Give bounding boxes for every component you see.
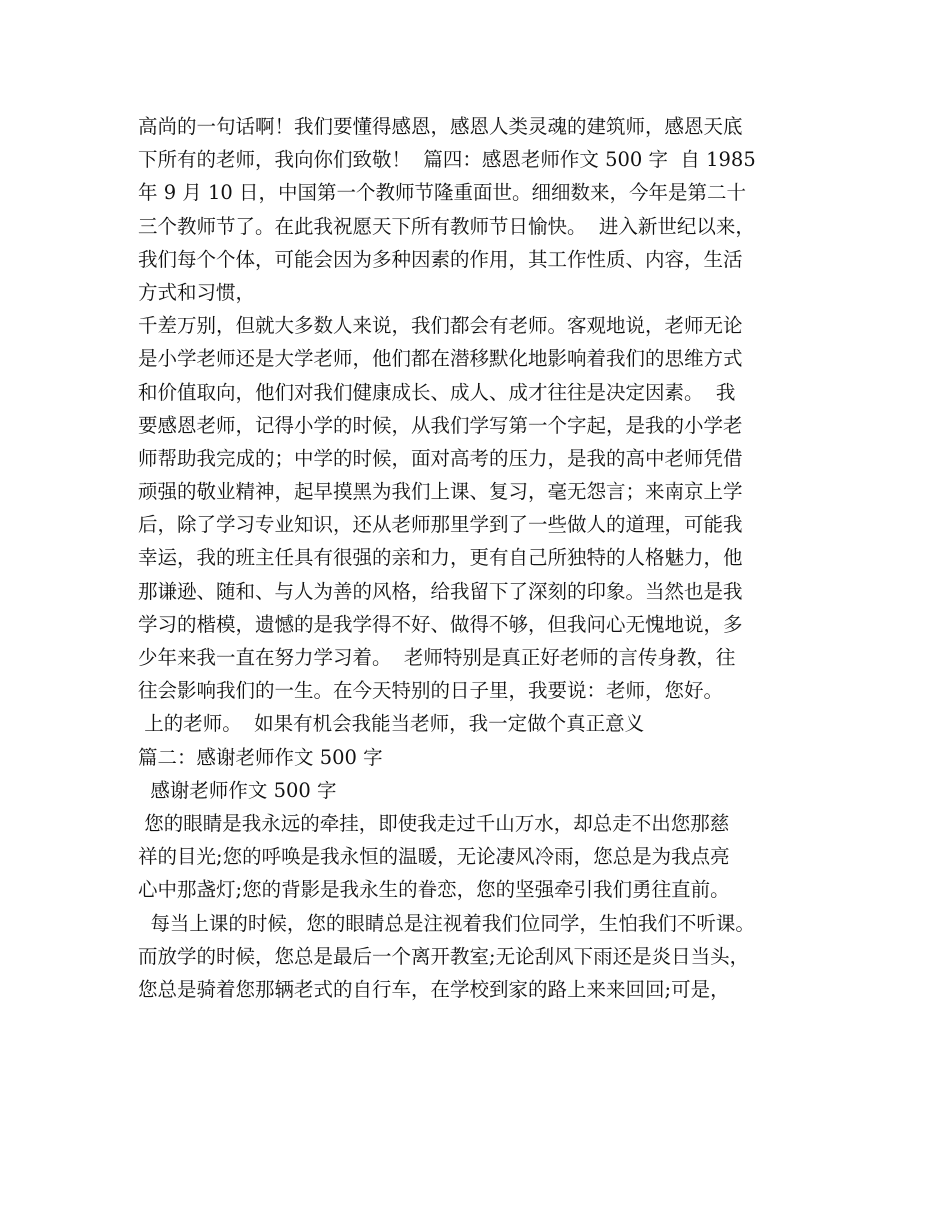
text-line: 要感恩老师，记得小学的时候，从我们学写第一个字起，是我的小学老 [138,413,743,437]
section-heading: 篇二：感谢老师作文 500 字 [138,745,383,769]
text-line: 学习的楷模，遗憾的是我学得不好、做得不够，但我问心无愧地说，多 [138,612,743,636]
text-line: 我们每个个体，可能会因为多种因素的作用，其工作性质、内容，生活 [138,247,743,271]
text-line: 和价值取向，他们对我们健康成长、成人、成才往往是决定因素。 我 [138,380,736,404]
text-line: 幸运，我的班主任具有很强的亲和力，更有自己所独特的人格魅力，他 [138,546,743,570]
text-line: 下所有的老师，我向你们致敬！ 篇四：感恩老师作文 500 字 自 1985 [138,148,756,172]
text-line: 您总是骑着您那辆老式的自行车，在学校到家的路上来来回回;可是， [138,977,730,1001]
text-line: 千差万别，但就大多数人来说，我们都会有老师。客观地说，老师无论 [138,314,743,338]
text-line: 三个教师节了。在此我祝愿天下所有教师节日愉快。 进入新世纪以来， [138,214,755,238]
text-line: 师帮助我完成的；中学的时候，面对高考的压力，是我的高中老师凭借 [138,446,743,470]
document-body [138,110,838,1006]
text-line: 年 9 月 10 日，中国第一个教师节隆重面世。细细数来，今年是第二十 [138,181,747,205]
text-line: 高尚的一句话啊！我们要懂得感恩，感恩人类灵魂的建筑师，感恩天底 [138,115,743,138]
text-line: 心中那盏灯;您的背影是我永生的眷恋，您的坚强牵引我们勇往直前。 [138,878,730,902]
text-line: 每当上课的时候，您的眼睛总是注视着我们位同学，生怕我们不听课。 [138,911,755,935]
text-line: 少年来我一直在努力学习着。 老师特别是真正好老师的言传身教，往 [138,646,736,669]
text-line: 您的眼睛是我永远的牵挂，即使我走过千山万水，却总走不出您那慈 [138,811,730,835]
text-line: 后，除了学习专业知识，还从老师那里学到了一些做人的道理，可能我 [138,513,743,537]
text-line: 方式和习惯， [138,280,256,304]
text-line: 是小学老师还是大学老师，他们都在潜移默化地影响着我们的思维方式 [138,347,743,371]
text-line: 那谦逊、随和、与人为善的风格，给我留下了深刻的印象。当然也是我 [138,579,743,603]
text-line: 顽强的敬业精神，起早摸黑为我们上课、复习，毫无怨言；来南京上学 [138,480,743,504]
essay-title: 感谢老师作文 500 字 [138,778,337,802]
text-line: 上的老师。 如果有机会我能当老师，我一定做个真正意义 [138,712,645,736]
text-line: 祥的目光;您的呼唤是我永恒的温暖，无论凄风冷雨，您总是为我点亮 [138,845,730,869]
text-line: 往会影响我们的一生。在今天特别的日子里，我要说：老师，您好。 [138,679,724,703]
text-line: 而放学的时候，您总是最后一个离开教室;无论刮风下雨还是炎日当头， [138,944,750,968]
